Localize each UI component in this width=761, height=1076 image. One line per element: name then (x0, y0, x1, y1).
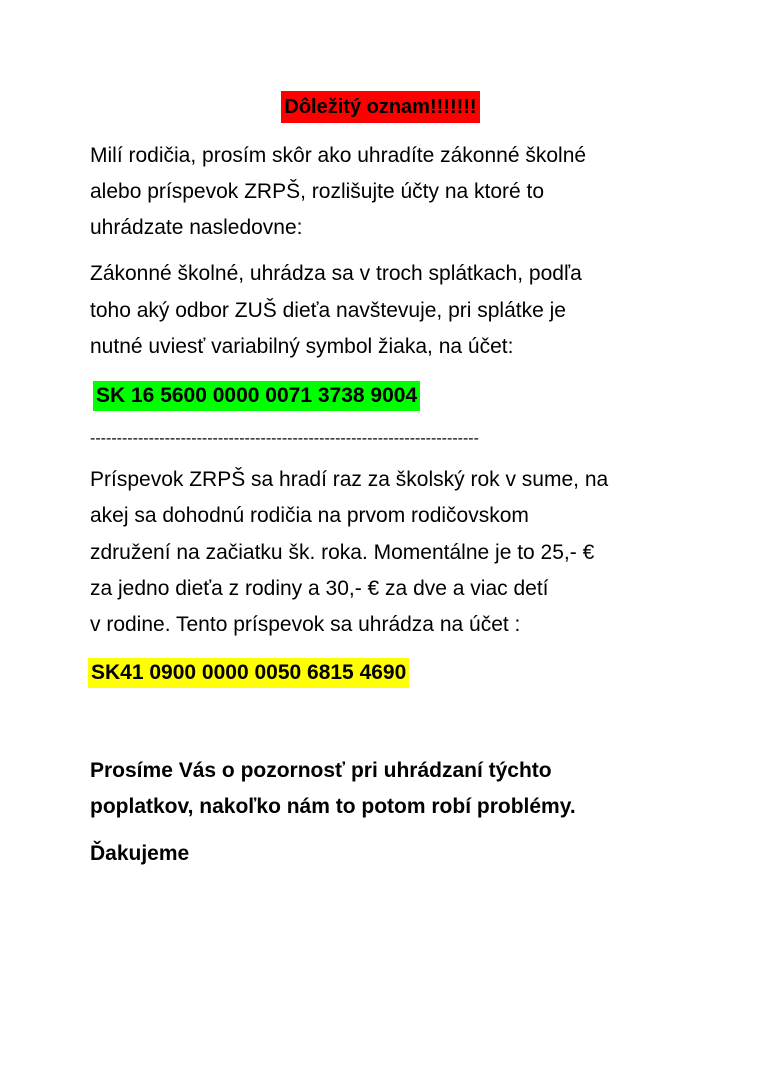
tuition-line: toho aký odbor ZUŠ dieťa navštevuje, pri splátke je (90, 299, 566, 322)
intro-line: alebo príspevok ZRPŠ, rozlišujte účty na ktoré to (90, 180, 545, 203)
tuition-line: Zákonné školné, uhrádza sa v troch splátkach, podľa (90, 262, 582, 285)
tuition-account-number: SK 16 5600 0000 0071 3738 9004 (93, 381, 420, 411)
tuition-account-row (93, 381, 420, 411)
contribution-account-number: SK41 0900 0000 0050 6815 4690 (88, 658, 409, 688)
notice-title: Dôležitý oznam!!!!!!! (281, 91, 479, 123)
section-separator: ------------------------------------------------------------------------- (90, 430, 479, 447)
intro-line: Milí rodičia, prosím skôr ako uhradíte zákonné školné (90, 144, 587, 167)
thanks-text: Ďakujeme (90, 842, 190, 865)
contribution-line: akej sa dohodnú rodičia na prvom rodičovskom (90, 504, 529, 527)
closing-line: poplatkov, nakoľko nám to potom robí problémy. (90, 795, 576, 818)
closing-line: Prosíme Vás o pozornosť pri uhrádzaní týchto (90, 759, 552, 782)
contribution-account-row (88, 658, 409, 688)
contribution-line: združení na začiatku šk. roka. Momentálne je to 25,- € (90, 541, 595, 564)
contribution-line: Príspevok ZRPŠ sa hradí raz za školský rok v sume, na (90, 468, 609, 491)
contribution-line: v rodine. Tento príspevok sa uhrádza na účet : (90, 613, 521, 636)
notice-title-wrap (0, 91, 761, 123)
tuition-line: nutné uviesť variabilný symbol žiaka, na účet: (90, 335, 514, 358)
contribution-line: za jedno dieťa z rodiny a 30,- € za dve a viac detí (90, 577, 549, 600)
intro-line: uhrádzate nasledovne: (90, 216, 303, 239)
